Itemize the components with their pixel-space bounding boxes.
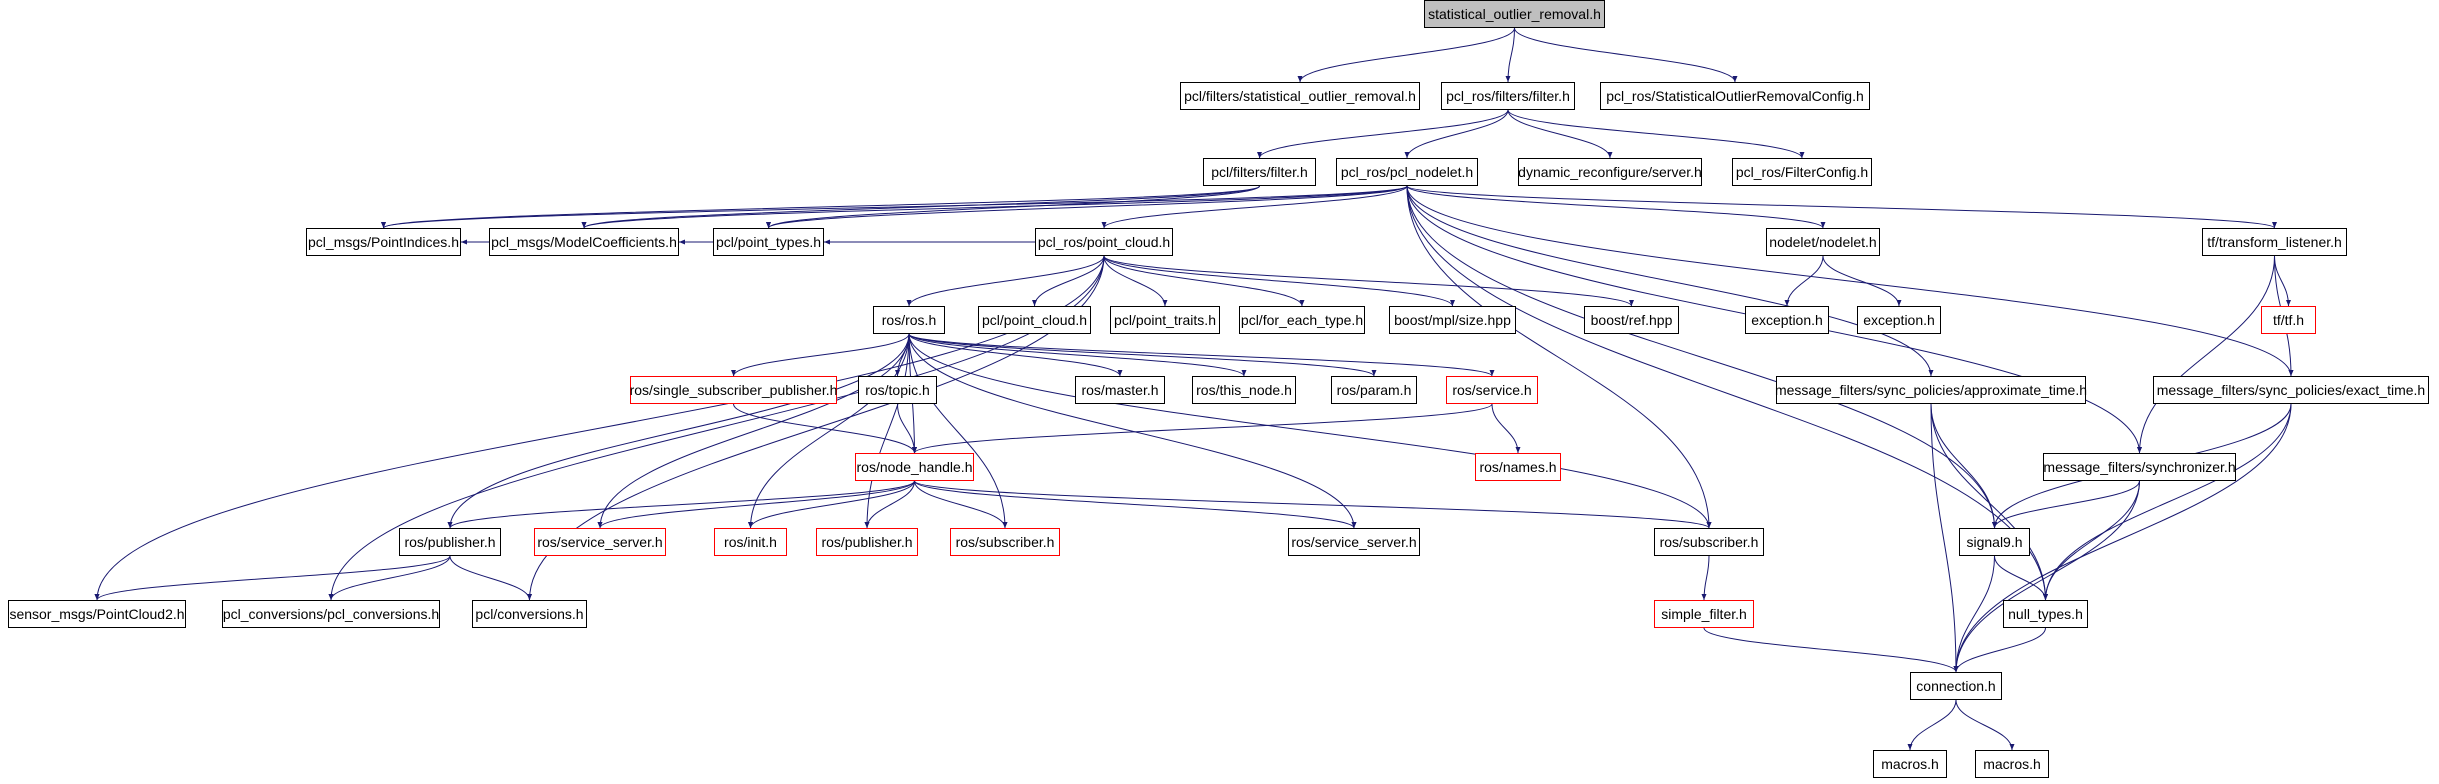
graph-node[interactable]: ros/service_server.h	[1288, 528, 1420, 556]
graph-edge	[1508, 110, 1610, 158]
graph-node[interactable]: pcl_msgs/PointIndices.h	[306, 228, 461, 256]
graph-node[interactable]: ros/publisher.h	[816, 528, 918, 556]
graph-edge	[1515, 28, 1736, 82]
graph-node[interactable]: statistical_outlier_removal.h	[1424, 0, 1605, 28]
graph-node[interactable]: pcl/for_each_type.h	[1239, 306, 1365, 334]
graph-node[interactable]: ros/topic.h	[858, 376, 937, 404]
graph-node[interactable]: exception.h	[1745, 306, 1829, 334]
graph-edge	[1508, 28, 1515, 82]
graph-node[interactable]: nodelet/nodelet.h	[1766, 228, 1880, 256]
graph-edge	[751, 334, 910, 528]
graph-edge	[1407, 186, 2291, 376]
graph-node[interactable]: message_filters/sync_policies/approximate_time.h	[1776, 376, 2086, 404]
graph-edge	[1508, 110, 1802, 158]
graph-edge	[1104, 256, 1165, 306]
graph-edge	[1931, 404, 1995, 528]
graph-node[interactable]: pcl/conversions.h	[472, 600, 587, 628]
graph-node[interactable]: message_filters/synchronizer.h	[2043, 453, 2236, 481]
graph-node[interactable]: pcl_ros/filters/filter.h	[1441, 82, 1575, 110]
graph-node[interactable]: ros/master.h	[1075, 376, 1165, 404]
graph-node[interactable]: boost/mpl/size.hpp	[1389, 306, 1516, 334]
graph-node[interactable]: ros/ros.h	[873, 306, 945, 334]
graph-edge	[2275, 256, 2289, 306]
graph-edge	[898, 404, 915, 453]
graph-node[interactable]: pcl_msgs/ModelCoefficients.h	[489, 228, 679, 256]
graph-edge	[1787, 256, 1823, 306]
graph-node[interactable]: ros/service.h	[1446, 376, 1538, 404]
graph-node[interactable]: null_types.h	[2003, 600, 2088, 628]
graph-node[interactable]: sensor_msgs/PointCloud2.h	[8, 600, 186, 628]
graph-edge	[909, 334, 1374, 376]
graph-edge	[898, 334, 910, 376]
graph-node[interactable]: message_filters/sync_policies/exact_time.h	[2153, 376, 2429, 404]
graph-node[interactable]: ros/init.h	[714, 528, 787, 556]
graph-node[interactable]: ros/subscriber.h	[1654, 528, 1764, 556]
graph-node[interactable]: boost/ref.hpp	[1584, 306, 1679, 334]
graph-node[interactable]: ros/single_subscriber_publisher.h	[630, 376, 837, 404]
graph-edge	[1704, 628, 1956, 672]
graph-node[interactable]: ros/node_handle.h	[855, 453, 974, 481]
graph-edge	[867, 334, 909, 528]
graph-edge	[1407, 186, 1931, 376]
graph-edge	[909, 334, 1005, 528]
graph-edge	[2140, 256, 2275, 453]
graph-edge	[2046, 404, 2292, 600]
graph-edge	[1407, 186, 1823, 228]
graph-edge	[867, 481, 915, 528]
graph-edge	[584, 186, 1407, 228]
graph-edge	[915, 481, 1355, 528]
graph-edge	[1492, 404, 1518, 453]
graph-edge	[384, 186, 1260, 228]
graph-node[interactable]: ros/names.h	[1475, 453, 1561, 481]
graph-node[interactable]: pcl_conversions/pcl_conversions.h	[222, 600, 440, 628]
graph-edge	[1956, 556, 1995, 672]
graph-node[interactable]: ros/publisher.h	[399, 528, 501, 556]
graph-edge	[450, 556, 530, 600]
graph-edge	[734, 404, 915, 453]
graph-edge	[1995, 481, 2140, 528]
graph-edge	[769, 186, 1408, 228]
graph-edge	[600, 481, 915, 528]
graph-node[interactable]: ros/param.h	[1331, 376, 1417, 404]
graph-edge	[1260, 110, 1509, 158]
graph-node[interactable]: pcl_ros/StatisticalOutlierRemovalConfig.h	[1600, 82, 1870, 110]
graph-edge	[1407, 186, 2275, 228]
graph-node[interactable]: tf/transform_listener.h	[2202, 228, 2347, 256]
graph-edge	[734, 334, 910, 376]
graph-edge	[1035, 256, 1105, 306]
graph-node[interactable]: ros/subscriber.h	[950, 528, 1060, 556]
graph-node[interactable]: pcl/point_cloud.h	[978, 306, 1091, 334]
graph-node[interactable]: pcl/point_types.h	[713, 228, 824, 256]
graph-edge	[1823, 256, 1899, 306]
graph-edge	[1300, 28, 1515, 82]
graph-edge	[915, 404, 1493, 453]
graph-edge	[1931, 404, 1956, 672]
graph-node[interactable]: signal9.h	[1959, 528, 2030, 556]
graph-node[interactable]: pcl/filters/statistical_outlier_removal.h	[1180, 82, 1420, 110]
graph-edge	[909, 256, 1104, 306]
graph-edge	[2046, 481, 2140, 600]
graph-edge	[331, 556, 450, 600]
graph-edge	[1956, 700, 2012, 750]
graph-node[interactable]: ros/this_node.h	[1192, 376, 1296, 404]
graph-edge	[1956, 628, 2046, 672]
graph-edge	[1956, 481, 2140, 672]
graph-node[interactable]: pcl/filters/filter.h	[1203, 158, 1316, 186]
graph-node[interactable]: macros.h	[1975, 750, 2049, 778]
graph-edge	[450, 334, 909, 528]
graph-node[interactable]: dynamic_reconfigure/server.h	[1518, 158, 1702, 186]
graph-edge	[97, 556, 450, 600]
graph-edge	[1104, 256, 1302, 306]
graph-node[interactable]: exception.h	[1857, 306, 1941, 334]
graph-node[interactable]: ros/service_server.h	[534, 528, 666, 556]
graph-edge	[909, 334, 1354, 528]
graph-edge	[600, 334, 909, 528]
graph-edge	[909, 334, 1709, 528]
graph-node[interactable]: pcl_ros/pcl_nodelet.h	[1336, 158, 1478, 186]
graph-edge	[915, 481, 1710, 528]
graph-edge	[909, 334, 1120, 376]
graph-edge	[584, 186, 1260, 228]
graph-edge	[1910, 700, 1956, 750]
graph-edge	[1995, 556, 2046, 600]
graph-edge	[1704, 556, 1709, 600]
graph-edge	[909, 334, 1492, 376]
graph-edge	[1407, 110, 1508, 158]
graph-edge	[751, 481, 915, 528]
graph-edge	[1931, 404, 2046, 600]
graph-edge	[1104, 256, 1453, 306]
graph-edge	[1104, 256, 1632, 306]
graph-edge	[915, 481, 1006, 528]
graph-edge	[909, 334, 1244, 376]
graph-node[interactable]: pcl_ros/point_cloud.h	[1035, 228, 1173, 256]
graph-node[interactable]: macros.h	[1873, 750, 1947, 778]
graph-edge	[384, 186, 1408, 228]
graph-edge	[450, 481, 915, 528]
graph-edge	[1104, 186, 1407, 228]
graph-node[interactable]: tf/tf.h	[2261, 306, 2316, 334]
graph-node[interactable]: pcl/point_traits.h	[1110, 306, 1220, 334]
graph-node[interactable]: connection.h	[1910, 672, 2002, 700]
graph-edge	[769, 186, 1260, 228]
graph-node[interactable]: pcl_ros/FilterConfig.h	[1732, 158, 1872, 186]
graph-node[interactable]: simple_filter.h	[1654, 600, 1754, 628]
